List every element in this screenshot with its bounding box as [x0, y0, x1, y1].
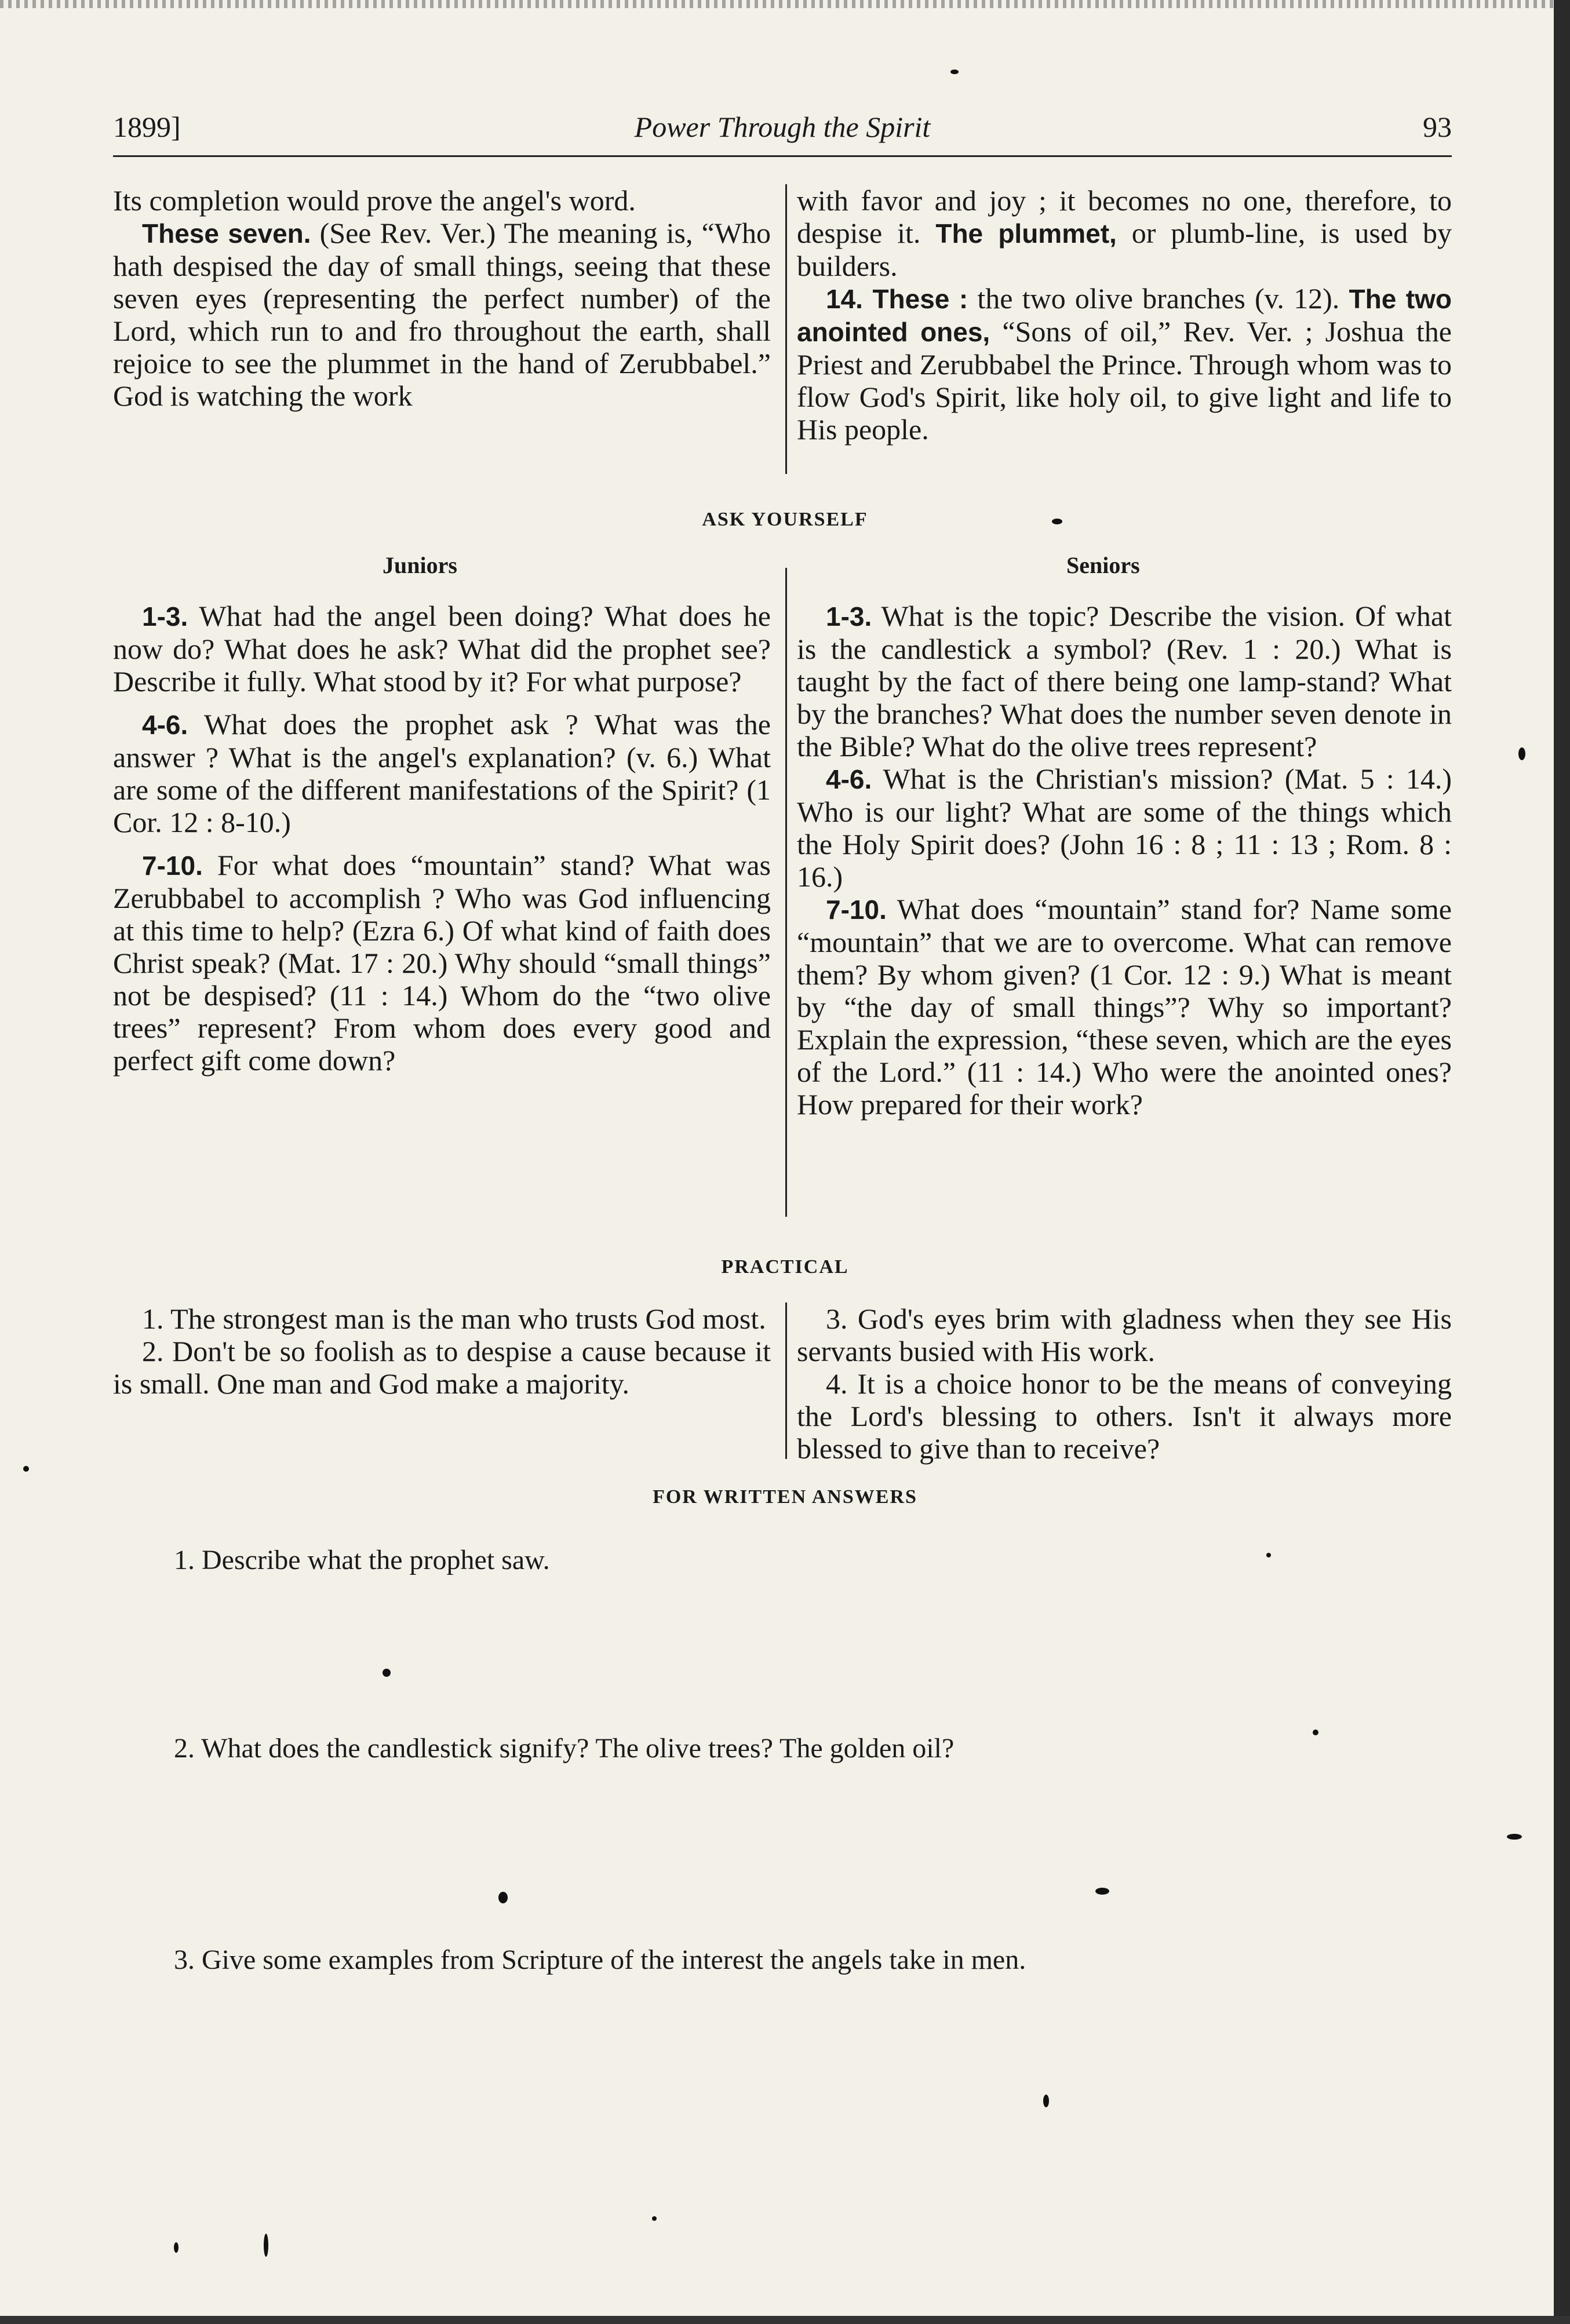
top-left-column: [113, 184, 771, 412]
written-answers-heading: FOR WRITTEN ANSWERS: [653, 1486, 917, 1508]
ask-yourself-heading: ASK YOURSELF: [702, 509, 868, 530]
written-question-2: 2. What does the candlestick signify? The olive trees? The golden oil?: [174, 1733, 955, 1764]
practical-item: 2. Don't be so foolish as to despise a cause because it is small. One man and God make a majority.: [113, 1335, 771, 1400]
paragraph: [797, 282, 1452, 446]
question-group: [797, 762, 1452, 893]
verse-range: 7-10.: [826, 895, 887, 925]
column-divider: [785, 568, 787, 1217]
written-question-1: 1. Describe what the prophet saw.: [174, 1545, 550, 1575]
header-rule: [113, 155, 1452, 157]
running-header: [113, 110, 1452, 151]
scan-speck: [498, 1892, 508, 1903]
column-divider: [785, 184, 787, 474]
question-text: What is the topic? Describe the vision. Of what is the candlestick a symbol? (Rev. 1 : 20.) What is taught by the fact of there being one lamp-stand? What by the branches? What does the number seven denote in the Bible? What do the olive trees represent?: [797, 600, 1452, 762]
question-group: [113, 849, 771, 1077]
bold-lead: These seven.: [142, 218, 311, 249]
scan-speck: [1052, 519, 1062, 524]
scan-speck: [652, 2216, 657, 2221]
verse-range: 1-3.: [826, 601, 872, 632]
scan-speck: [174, 2242, 179, 2253]
question-group: [797, 893, 1452, 1121]
practical-item: 4. It is a choice honor to be the means of conveying the Lord's blessing to others. Isn't it always more blessed to give than to receive?: [797, 1367, 1452, 1465]
practical-heading: PRACTICAL: [721, 1256, 849, 1278]
scan-right-edge: [1554, 0, 1570, 2324]
verse-range: 4-6.: [826, 764, 872, 794]
question-text: What had the angel been doing? What does he now do? What does he ask? What did the prophet see? Describe it fully. What stood by it? For what purpose?: [113, 600, 771, 698]
practical-item: 1. The strongest man is the man who trusts God most.: [142, 1303, 766, 1335]
scan-speck: [1095, 1888, 1109, 1895]
page-number: 93: [1423, 111, 1452, 143]
top-right-column: [797, 184, 1452, 446]
scan-bottom-edge: [0, 2316, 1570, 2324]
bold-lead: 14. These :: [826, 284, 968, 314]
paragraph: Its completion would prove the angel's word.: [113, 184, 636, 217]
paragraph-text: “Sons of oil,” Rev. Ver. ; Joshua the Priest and Zerubbabel the Prince. Through whom was to flow God's Spirit, like holy oil, to give light and life to His people.: [797, 315, 1452, 446]
scan-speck: [1313, 1730, 1318, 1735]
written-question-3: 3. Give some examples from Scripture of the interest the angels take in men.: [174, 1944, 1026, 1975]
question-text: What is the Christian's mission? (Mat. 5 : 14.) Who is our light? What are some of the things which the Holy Spirit does? (John 16 : 8 ; 11 : 13 ; Rom. 8 : 16.): [797, 762, 1452, 893]
paragraph-text: (See Rev. Ver.) The meaning is, “Who hath despised the day of small things, seeing that these seven eyes (representing the perfect number) of the Lord, which run to and fro throughout the earth, shall rejoice to see the plummet in the hand of Zerubbabel.” God is watching the work: [113, 217, 771, 412]
seniors-heading: Seniors: [1066, 552, 1140, 578]
question-group: [113, 600, 771, 698]
practical-right-column: [797, 1303, 1452, 1465]
question-group: [113, 708, 771, 838]
scan-top-edge: [0, 0, 1570, 8]
verse-range: 1-3.: [142, 601, 188, 632]
paragraph-text: with favor and joy ; it becomes no one, therefore, to despise it.: [797, 184, 1452, 249]
paragraph: [113, 217, 771, 412]
scan-speck: [950, 70, 959, 74]
juniors-heading: Juniors: [383, 552, 457, 578]
paragraph: [797, 184, 1452, 282]
bold-lead: The plummet,: [935, 218, 1117, 249]
scan-speck: [1043, 2095, 1049, 2107]
scan-speck: [1266, 1553, 1271, 1557]
column-divider: [785, 1303, 787, 1459]
header-year: 1899]: [113, 111, 181, 143]
verse-range: 4-6.: [142, 710, 188, 740]
header-title: Power Through the Spirit: [634, 111, 931, 143]
question-text: For what does “mountain” stand? What was Zerubbabel to accomplish ? Who was God influencing at this time to help? (Ezra 6.) Of what kind of faith does Christ speak? (Mat. 17 : 20.) Why should “small things” not be despised? (11 : 14.) Whom do the “two olive trees” represent? From whom does every good and perfect gift come down?: [113, 849, 771, 1077]
paragraph-text: the two olive branches (v. 12).: [968, 282, 1349, 315]
scan-speck: [1507, 1834, 1522, 1840]
seniors-questions: [797, 600, 1452, 1121]
verse-range: 7-10.: [142, 851, 203, 881]
question-group: [797, 600, 1452, 762]
practical-item: 3. God's eyes brim with gladness when they see His servants busied with His work.: [797, 1303, 1452, 1367]
scan-speck: [23, 1466, 29, 1472]
scan-speck: [264, 2234, 268, 2257]
scan-speck: [1518, 747, 1525, 760]
juniors-questions: [113, 600, 771, 1077]
question-text: What does the prophet ask ? What was the answer ? What is the angel's explanation? (v. 6.) What are some of the different manifestations of the Spirit? (1 Cor. 12 : 8-10.): [113, 708, 771, 838]
scan-speck: [383, 1669, 391, 1677]
question-text: What does “mountain” stand for? Name some “mountain” that we are to overcome. What can remove them? By whom given? (1 Cor. 12 : 9.) What is meant by “the day of small things”? Why so important? Explain the expression, “these seven, which are the eyes of the Lord.” (11 : 14.) Who were the anointed ones? How prepared for their work?: [797, 893, 1452, 1121]
practical-left-column: [113, 1303, 771, 1400]
bold-lead: The two anointed ones,: [797, 284, 1452, 347]
paragraph-text: or plumb-line, is used by builders.: [797, 217, 1452, 282]
